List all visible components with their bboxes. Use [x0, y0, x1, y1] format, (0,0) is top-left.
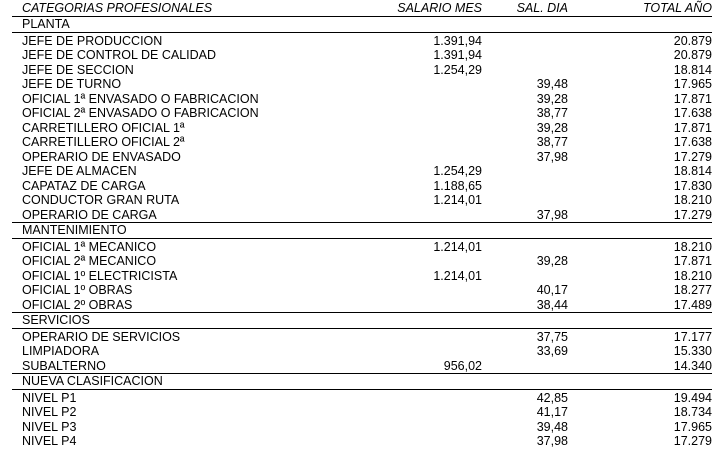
table-row	[0, 179, 722, 194]
total-year-cell: 17.965	[673, 77, 712, 91]
table-row	[0, 405, 722, 420]
table-row	[0, 121, 722, 136]
section-divider	[12, 238, 712, 239]
category-cell: NIVEL P2	[22, 405, 77, 419]
salary-month-cell: 1.214,01	[433, 239, 482, 254]
category-cell: JEFE DE CONTROL DE CALIDAD	[22, 48, 217, 62]
total-year-cell: 20.879	[673, 33, 712, 48]
header-total-year: TOTAL AÑO	[642, 1, 712, 15]
category-cell: CAPATAZ DE CARGA	[22, 178, 146, 193]
total-year-cell: 14.340	[673, 358, 712, 373]
category-cell: LIMPIADORA	[22, 344, 100, 358]
salary-day-cell: 39,28	[536, 254, 568, 268]
total-year-cell: 17.638	[673, 106, 712, 120]
header-salary-month: SALARIO MES	[397, 1, 482, 15]
total-year-cell: 18.210	[673, 268, 712, 283]
section-title: MANTENIMIENTO	[22, 222, 127, 237]
category-cell: OFICIAL 2ª MECANICO	[22, 254, 157, 268]
salary-month-cell: 1.391,94	[433, 48, 482, 62]
total-year-cell: 18.814	[673, 164, 712, 178]
category-cell: OPERARIO DE CARGA	[22, 207, 157, 222]
total-year-cell: 17.279	[673, 434, 712, 448]
category-cell: JEFE DE TURNO	[22, 77, 122, 91]
table-row	[0, 34, 722, 49]
salary-day-cell: 33,69	[536, 344, 568, 358]
section-divider	[12, 328, 712, 329]
category-cell: OFICIAL 2º OBRAS	[22, 297, 133, 312]
salary-day-cell: 40,17	[536, 283, 568, 297]
table-row	[0, 106, 722, 121]
category-cell: JEFE DE SECCION	[22, 62, 134, 77]
table-row	[0, 48, 722, 63]
table-row	[0, 283, 722, 298]
salary-day-cell: 39,48	[536, 77, 568, 91]
table-row	[0, 164, 722, 179]
header-category: CATEGORIAS PROFESIONALES	[22, 1, 213, 15]
salary-month-cell: 1.214,01	[433, 268, 482, 283]
category-cell: OPERARIO DE SERVICIOS	[22, 329, 181, 344]
salary-day-cell: 39,28	[536, 120, 568, 135]
table-row	[0, 150, 722, 165]
category-cell: OFICIAL 1º ELECTRICISTA	[22, 268, 178, 283]
salary-day-cell: 39,48	[536, 419, 568, 434]
category-cell: CONDUCTOR GRAN RUTA	[22, 193, 180, 207]
salary-day-cell: 42,85	[536, 390, 568, 405]
table-row	[0, 391, 722, 406]
table-row	[0, 330, 722, 345]
section-divider	[12, 32, 712, 33]
category-cell: NIVEL P1	[22, 390, 77, 405]
total-year-cell: 15.330	[673, 344, 712, 358]
section-title: SERVICIOS	[22, 312, 90, 327]
salary-day-cell: 37,98	[536, 149, 568, 164]
salary-day-cell: 37,75	[536, 329, 568, 344]
table-row	[0, 208, 722, 223]
total-year-cell: 17.489	[673, 297, 712, 312]
salary-day-cell: 37,98	[536, 434, 568, 448]
table-row	[0, 240, 722, 255]
category-cell: JEFE DE ALMACEN	[22, 164, 137, 178]
total-year-cell: 17.871	[673, 91, 712, 106]
salary-month-cell: 1.188,65	[433, 178, 482, 193]
total-year-cell: 17.279	[673, 149, 712, 164]
table-row	[0, 298, 722, 313]
category-cell: JEFE DE PRODUCCION	[22, 33, 163, 48]
table-row	[0, 359, 722, 374]
section-divider	[12, 389, 712, 390]
total-year-cell: 18.734	[673, 405, 712, 419]
total-year-cell: 18.814	[673, 62, 712, 77]
table-row	[0, 344, 722, 359]
category-cell: OFICIAL 1º OBRAS	[22, 283, 133, 297]
salary-day-cell: 38,77	[536, 106, 568, 120]
category-cell: CARRETILLERO OFICIAL 2ª	[22, 135, 185, 149]
category-cell: OFICIAL 1ª ENVASADO O FABRICACION	[22, 91, 259, 106]
total-year-cell: 17.871	[673, 254, 712, 268]
section-title-row	[0, 313, 722, 328]
total-year-cell: 20.879	[673, 48, 712, 62]
total-year-cell: 18.210	[673, 193, 712, 207]
section-title-row	[0, 374, 722, 389]
salary-month-cell: 956,02	[443, 358, 482, 373]
total-year-cell: 17.279	[673, 207, 712, 222]
table-row	[0, 63, 722, 78]
category-cell: OFICIAL 1ª MECANICO	[22, 239, 157, 254]
total-year-cell: 17.177	[673, 329, 712, 344]
category-cell: NIVEL P3	[22, 419, 77, 434]
section-title-row	[0, 17, 722, 32]
table-row	[0, 92, 722, 107]
salary-day-cell: 38,77	[536, 135, 568, 149]
salary-day-cell: 38,44	[536, 297, 568, 312]
total-year-cell: 17.965	[673, 419, 712, 434]
salary-day-cell: 37,98	[536, 207, 568, 222]
table-row	[0, 254, 722, 269]
total-year-cell: 18.277	[673, 283, 712, 297]
salary-month-cell: 1.254,29	[433, 164, 482, 178]
salary-month-cell: 1.254,29	[433, 62, 482, 77]
salary-day-cell: 41,17	[536, 405, 568, 419]
table-row	[0, 434, 722, 449]
category-cell: SUBALTERNO	[22, 358, 106, 373]
salary-day-cell: 39,28	[536, 91, 568, 106]
header-salary-day: SAL. DIA	[516, 1, 568, 15]
section-title: PLANTA	[22, 16, 70, 31]
total-year-cell: 17.638	[673, 135, 712, 149]
table-header	[0, 1, 722, 16]
table-row	[0, 193, 722, 208]
table-row	[0, 77, 722, 92]
table-row	[0, 135, 722, 150]
category-cell: OPERARIO DE ENVASADO	[22, 149, 181, 164]
total-year-cell: 17.830	[673, 178, 712, 193]
total-year-cell: 18.210	[673, 239, 712, 254]
total-year-cell: 19.494	[673, 390, 712, 405]
table-row	[0, 420, 722, 435]
total-year-cell: 17.871	[673, 120, 712, 135]
salary-month-cell: 1.391,94	[433, 33, 482, 48]
salary-month-cell: 1.214,01	[433, 193, 482, 207]
category-cell: CARRETILLERO OFICIAL 1ª	[22, 120, 185, 135]
section-title-row	[0, 223, 722, 238]
category-cell: OFICIAL 2ª ENVASADO O FABRICACION	[22, 106, 259, 120]
section-title: NUEVA CLASIFICACION	[22, 373, 163, 388]
category-cell: NIVEL P4	[22, 434, 77, 448]
table-row	[0, 269, 722, 284]
